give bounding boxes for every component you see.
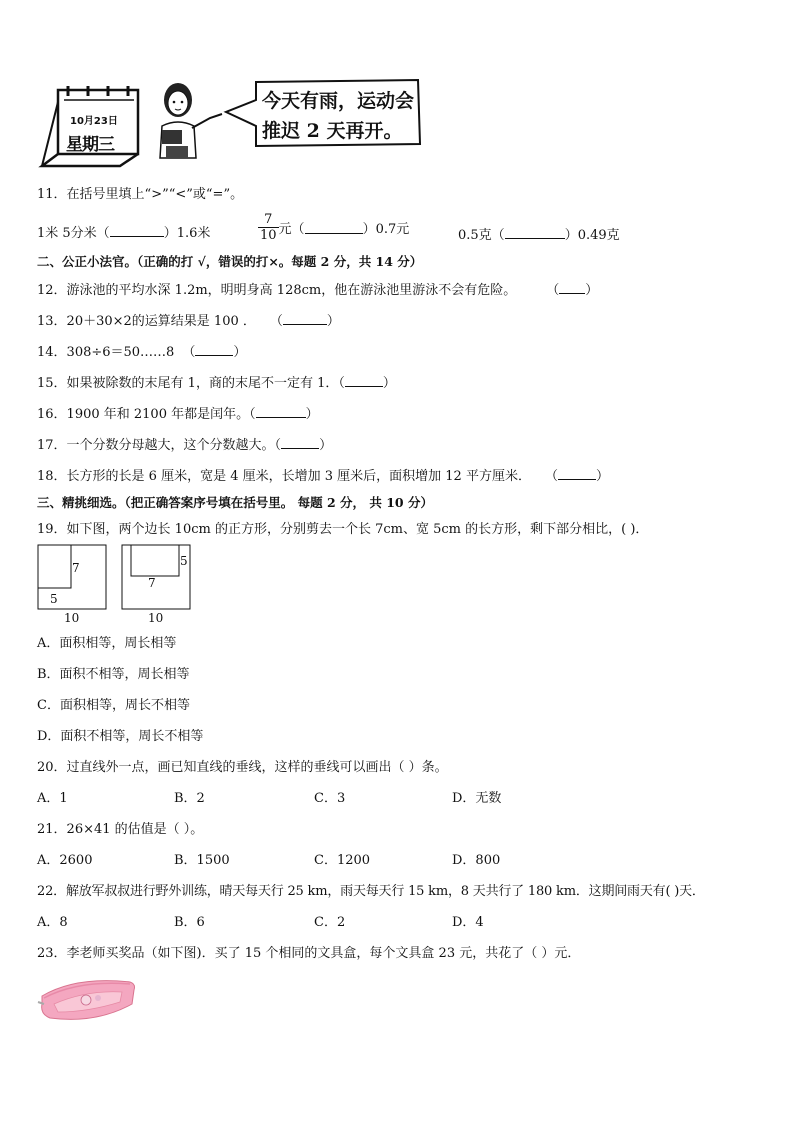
q11-item1-right: ）1.6米	[163, 226, 211, 241]
q19-fig1-inner-bottom-label: 5	[50, 592, 58, 606]
q19-figure-1	[37, 544, 109, 612]
q14-answer-blank[interactable]	[195, 343, 233, 356]
q11-item3-right: ）0.49克	[564, 228, 620, 243]
q20-option-c[interactable]: C．3	[314, 791, 346, 806]
q12-answer-blank[interactable]	[559, 281, 585, 294]
q17-answer-blank[interactable]	[281, 436, 319, 449]
q16-text: 16．1900 年和 2100 年都是闰年。	[37, 407, 250, 422]
q19-option-c[interactable]: C．面积相等，周长不相等	[37, 698, 190, 713]
paren-left: （	[249, 407, 256, 422]
paren-right: ）	[305, 407, 319, 422]
q19-fig2-inner-top-label: 7	[148, 576, 156, 590]
q20-option-d[interactable]: D．无数	[452, 791, 502, 806]
calendar-illustration	[38, 82, 148, 172]
q20-text: 20．过直线外一点，画已知直线的垂线，这样的垂线可以画出（ ）条。	[37, 760, 448, 775]
q19-option-a[interactable]: A．面积相等，周长相等	[37, 636, 177, 651]
q19-fig1-bottom-label: 10	[64, 611, 80, 625]
q22-text: 22．解放军叔叔进行野外训练，晴天每天行 25 km，雨天每天行 15 km，8 天共行了 180 km．这期间雨天有( )天．	[37, 884, 705, 899]
q13	[37, 312, 340, 331]
paren-right: ）	[382, 376, 396, 391]
q11-blank-2[interactable]	[305, 221, 363, 234]
paren-left: （	[182, 345, 196, 360]
q17	[37, 436, 332, 455]
paren-left: （	[274, 438, 282, 453]
q11-item3	[458, 224, 620, 243]
paren-right: ）	[595, 469, 609, 484]
q11-text: 11．在括号里填上“>”“<”或“=”。	[37, 187, 244, 202]
q11-fraction	[258, 212, 279, 243]
q22-option-b[interactable]: B．6	[174, 915, 205, 930]
q20-option-b[interactable]: B．2	[174, 791, 205, 806]
q11-blank-3[interactable]	[505, 226, 565, 239]
q15-answer-blank[interactable]	[345, 374, 383, 387]
q22-option-c[interactable]: C．2	[314, 915, 346, 930]
q11-items	[37, 224, 210, 243]
q19-fig1-side-label: 7	[72, 561, 80, 575]
paren-left: （	[269, 314, 283, 329]
q18-text: 18．长方形的长是 6 厘米，宽是 4 厘米，长增加 3 厘米后，面积增加 12 平方厘米．	[37, 469, 531, 484]
q15-text: 15．如果被除数的末尾有 1，商的末尾不一定有 1．	[37, 376, 339, 391]
teacher-illustration	[148, 78, 228, 162]
q20-option-a[interactable]: A．1	[37, 791, 68, 806]
section-2-title: 二、公正小法官。（正确的打 √，错误的打×。每题 2 分，共 14 分）	[37, 254, 423, 269]
paren-left: （	[338, 376, 345, 391]
q11-item2-right: ）0.7元	[362, 222, 410, 237]
q17-text: 17．一个分数分母越大，这个分数越大。	[37, 438, 275, 453]
paren-left: （	[544, 469, 558, 484]
q18	[37, 467, 609, 486]
q21-option-a[interactable]: A．2600	[37, 853, 93, 868]
speech-line-2: 推迟 2 天再开。	[262, 120, 403, 142]
q21-option-c[interactable]: C．1200	[314, 853, 371, 868]
q21-option-b[interactable]: B．1500	[174, 853, 230, 868]
q19-fig2-bottom-label: 10	[148, 611, 164, 625]
q19-option-d[interactable]: D．面积不相等，周长不相等	[37, 729, 204, 744]
q14-text: 14．308÷6＝50……8	[37, 345, 175, 360]
section-3-title: 三、精挑细选。（把正确答案序号填在括号里。 每题 2 分， 共 10 分）	[37, 495, 433, 510]
q22-option-d[interactable]: D．4	[452, 915, 484, 930]
q21-option-d[interactable]: D．800	[452, 853, 501, 868]
paren-right: ）	[233, 345, 247, 360]
q18-answer-blank[interactable]	[558, 467, 596, 480]
q13-answer-blank[interactable]	[283, 312, 327, 325]
q11-item2-unit: 元（	[278, 222, 305, 237]
q11-item2	[258, 212, 409, 243]
q16	[37, 405, 319, 424]
calendar-weekday: 星期三	[66, 135, 114, 155]
q16-answer-blank[interactable]	[256, 405, 306, 418]
q19-text: 19．如下图，两个边长 10cm 的正方形，分别剪去一个长 7cm、宽 5cm 的长方形，剩下部分相比，( )．	[37, 522, 649, 537]
q19-fig2-inner-side-label: 5	[180, 554, 188, 568]
speech-line-1: 今天有雨，运动会	[262, 90, 415, 112]
fraction-numerator: 7	[264, 212, 273, 227]
pencil-case-image	[36, 974, 138, 1024]
q11-item3-left: 0.5克（	[458, 228, 505, 243]
q14	[37, 343, 246, 362]
paren-left: （	[546, 283, 560, 298]
q11-blank-1[interactable]	[110, 224, 164, 237]
paren-right: ）	[585, 283, 599, 298]
q12-text: 12．游泳池的平均水深 1.2m，明明身高 128cm，他在游泳池里游泳不会有危险。	[37, 283, 517, 298]
paren-right: ）	[319, 438, 333, 453]
q13-text: 13．20＋30×2的运算结果是 100 ．	[37, 314, 256, 329]
q11-item1-left: 1米 5分米（	[37, 226, 110, 241]
q23-text: 23．李老师买奖品（如下图)．买了 15 个相同的文具盒，每个文具盒 23 元，共花了（ ）元．	[37, 946, 581, 961]
calendar-date: 10月23日	[70, 116, 118, 127]
q12	[37, 281, 598, 300]
q15	[37, 374, 396, 393]
fraction-denominator: 10	[260, 228, 277, 243]
q22-option-a[interactable]: A．8	[37, 915, 68, 930]
paren-right: ）	[326, 314, 340, 329]
q21-text: 21．26×41 的估值是（ ）。	[37, 822, 204, 837]
q19-option-b[interactable]: B．面积不相等，周长相等	[37, 667, 190, 682]
